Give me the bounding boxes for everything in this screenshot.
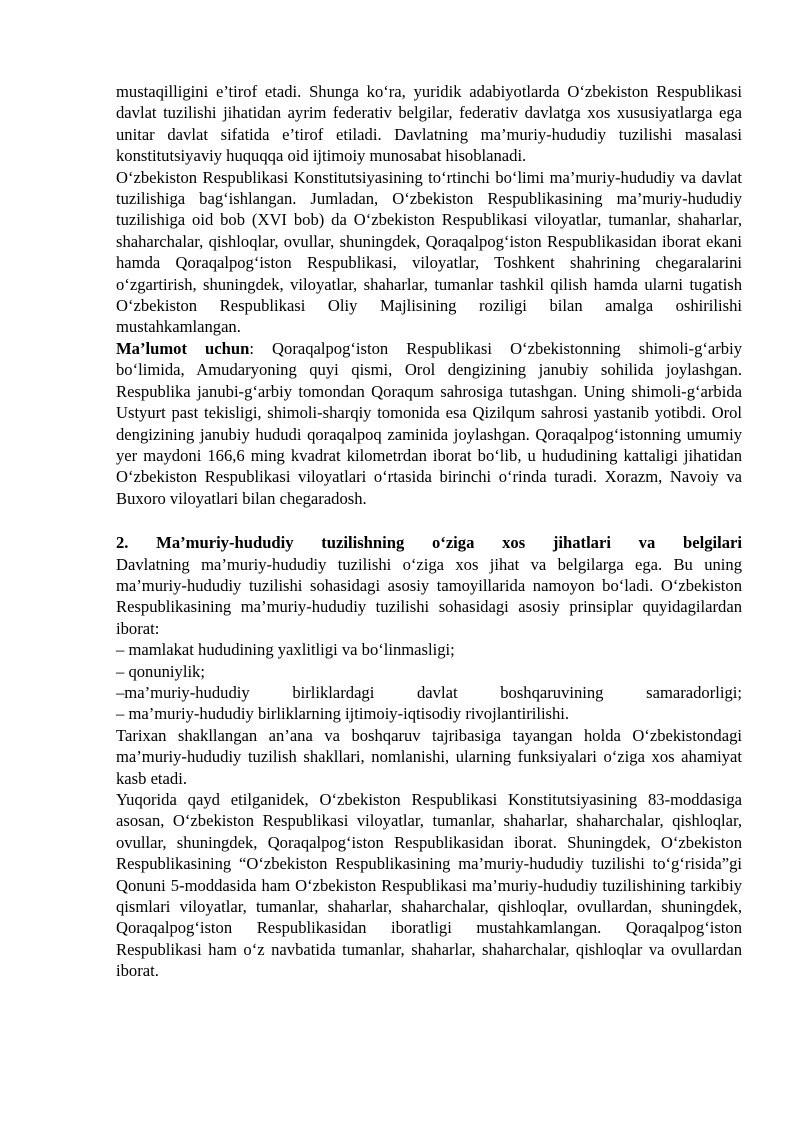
section-heading: 2. Ma’muriy-hududiy tuzilishning o‘ziga xos jihatlari va belgilari <box>116 533 742 553</box>
paragraph: Yuqorida qayd etilganidek, O‘zbekiston Respublikasi Konstitutsiyasining 83-moddasiga asosan, O‘zbekiston Respublikasi viloyatlar, tumanlar, shaharlar, shaharchalar, qishloqlar, ovullar, shuningdek, Qoraqalpog‘iston Respublikasidan iborat. Shuningdek, O‘zbekiston Respublikasining “O‘zbekiston Respublikasining ma’muriy-hududiy tuzilishi to‘g‘risida”gi Qonuni 5-moddasida ham O‘zbekiston Respublikasi ma’muriy-hududiy tuzilishining tarkibiy qismlari viloyatlar, tumanlar, shaharlar, shaharchalar, qishloqlar, ovullardan, shuningdek, Qoraqalpog‘iston Respublikasidan iboratligi mustahkamlangan. Qoraqalpog‘iston Respublikasi ham o‘z navbatida tumanlar, shaharlar, shaharchalar, qishloqlar va ovullardan iborat. <box>116 790 742 981</box>
list-item: –ma’muriy-hududiy birliklardagi davlat boshqaruvining samaradorligi; <box>116 682 742 702</box>
paragraph: Tarixan shakllangan an’ana va boshqaruv tajribasiga tayangan holda O‘zbekistondagi ma’muriy-hududiy tuzilish shakllari, nomlanishi, ularning funksiyalari o‘ziga xos ahamiyat kasb etadi. <box>116 725 742 788</box>
list-item: – ma’muriy-hududiy birliklarning ijtimoiy-iqtisodiy rivojlantirilishi. <box>116 704 570 724</box>
spacer <box>116 509 742 532</box>
document-page <box>116 81 742 982</box>
paragraph: mustaqilligini e’tirof etadi. Shunga ko‘ra, yuridik adabiyotlarda O‘zbekiston Respublikasi davlat tuzilishi jihatidan ayrim federativ belgilar, federativ davlatga xos xususiyatlarga ega unitar davlat sifatida e’tirof etiladi. Davlatning ma’muriy-hududiy tuzilishi masalasi konstitutsiyaviy huquqqa oid ijtimoiy munosabat hisoblanadi. <box>116 82 742 166</box>
info-body: : Qoraqalpog‘iston Respublikasi O‘zbekistonning shimoli-g‘arbiy bo‘limida, Amudaryoning quyi qismi, Orol dengizining janubiy sohilida joylashgan. Respublika janubi-g‘arbiy tomondan Qoraqum sahrosiga tutashgan. Uning shimoli-g‘arbida Ustyurt past tekisligi, shimoli-sharqiy tomonida esa Qizilqum sahrosi yastanib yotibdi. Orol dengizining janubiy hududi qoraqalpoq zaminida joylashgan. Qoraqalpog‘istonning umumiy yer maydoni 166,6 ming kvadrat kilometrdan iborat bo‘lib, u hududining kattaligi jihatidan O‘zbekiston Respublikasi viloyatlari o‘rtasida birinchi o‘rinda turadi. Xorazm, Navoiy va Buxoro viloyatlari bilan chegaradosh. <box>116 338 742 508</box>
paragraph: Davlatning ma’muriy-hududiy tuzilishi o‘ziga xos jihat va belgilarga ega. Bu uning ma’muriy-hududiy tuzilishi sohasidagi asosiy tamoyillarida namoyon bo‘ladi. O‘zbekiston Respublikasining ma’muriy-hududiy tuzilishi sohasidagi asosiy prinsiplar quyidagilardan iborat: <box>116 554 742 638</box>
info-lead: Ma’lumot uchun <box>116 338 250 358</box>
info-paragraph <box>116 338 742 509</box>
list-item: – qonuniylik; <box>116 661 205 681</box>
paragraph: O‘zbekiston Respublikasi Konstitutsiyasining to‘rtinchi bo‘limi ma’muriy-hududiy va davlat tuzilishiga bag‘ishlangan. Jumladan, O‘zbekiston Respublikasining ma’muriy-hududiy tuzilishiga oid bob (XVI bob) da O‘zbekiston Respublikasi viloyatlar, tumanlar, shaharlar, shaharchalar, qishloqlar, ovullar, shuningdek, Qoraqalpog‘iston Respublikasidan iborat ekani hamda Qoraqalpog‘iston Respublikasi, viloyatlar, Toshkent shahrining chegaralarini o‘zgartirish, shuningdek, viloyatlar, shaharlar, tumanlar tashkil qilish hamda ularni tugatish O‘zbekiston Respublikasi Oliy Majlisining roziligi bilan amalga oshirilishi mustahkamlangan. <box>116 167 742 337</box>
list-item: – mamlakat hududining yaxlitligi va bo‘linmasligi; <box>116 640 455 660</box>
